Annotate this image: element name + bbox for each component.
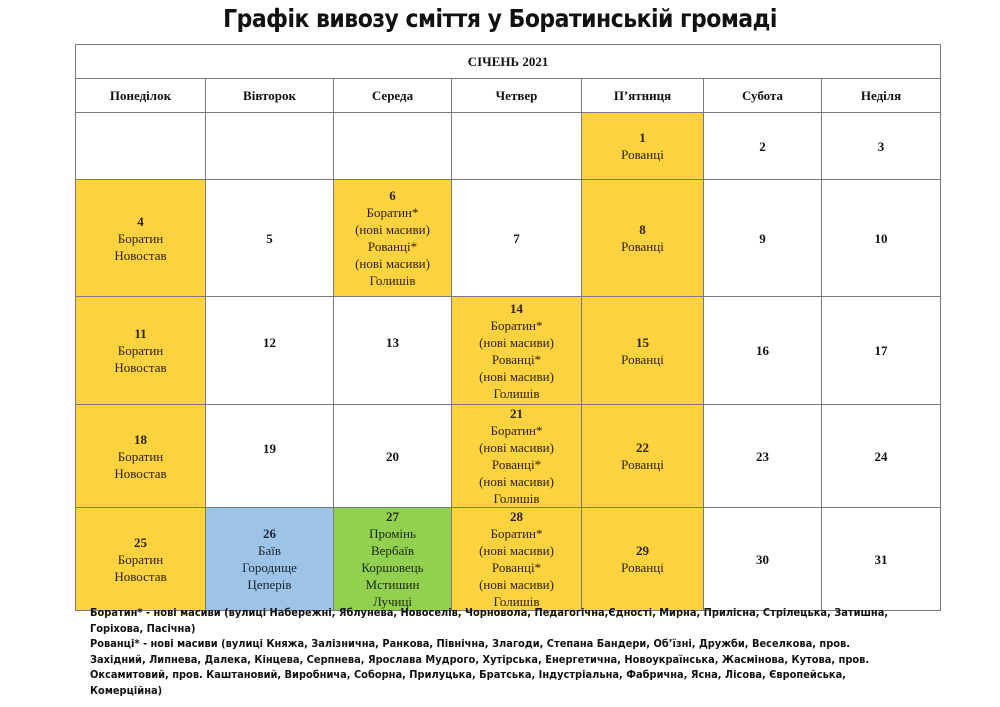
day-cell-content — [822, 551, 940, 568]
day-cell-content — [76, 534, 205, 585]
day-number: 20 — [386, 448, 399, 464]
day-cell — [582, 297, 704, 405]
month-row — [76, 45, 941, 79]
week-row — [76, 113, 941, 180]
day-number: 21 — [510, 406, 523, 421]
day-cell-content — [76, 213, 205, 264]
weekday-friday: П’ятниця — [582, 79, 704, 113]
collection-location: Новостав — [114, 247, 167, 263]
collection-location: Голишів — [369, 273, 416, 288]
day-cell — [704, 113, 822, 180]
day-cell-content — [704, 551, 821, 568]
footnotes — [90, 606, 890, 699]
day-number: 14 — [510, 300, 523, 316]
day-cell — [452, 405, 582, 508]
day-cell — [582, 113, 704, 180]
day-cell — [206, 405, 334, 508]
weekday-wednesday: Середа — [334, 79, 452, 113]
collection-location: Городище — [242, 560, 297, 575]
day-cell-content — [452, 230, 581, 247]
day-number: 22 — [636, 440, 649, 455]
collection-location: Промінь — [369, 526, 416, 541]
day-number: 17 — [874, 343, 888, 358]
day-cell — [206, 508, 334, 611]
weekday-header-row — [76, 79, 941, 113]
day-cell-content — [334, 187, 451, 289]
day-cell-content — [452, 405, 581, 507]
collection-location: (нові масиви) — [479, 440, 554, 455]
day-cell-content — [206, 334, 333, 351]
day-cell-content — [704, 138, 821, 155]
day-cell-content — [822, 230, 940, 247]
collection-location: Рованці* — [491, 560, 542, 575]
day-number: 5 — [266, 230, 273, 246]
week-row — [76, 508, 941, 611]
day-cell — [206, 180, 334, 297]
day-number: 25 — [134, 534, 147, 550]
collection-location: Новостав — [114, 465, 167, 481]
calendar-table — [75, 44, 941, 611]
collection-location: Рованці — [621, 457, 664, 472]
day-cell-content — [822, 138, 940, 155]
day-number: 10 — [874, 230, 888, 246]
collection-location: (нові масиви) — [479, 368, 554, 384]
day-cell — [452, 297, 582, 405]
empty-day-cell — [452, 113, 582, 180]
day-number: 24 — [874, 448, 888, 464]
day-cell — [452, 508, 582, 611]
day-cell-content — [704, 342, 821, 359]
day-cell — [704, 297, 822, 405]
day-cell — [334, 508, 452, 611]
empty-day-cell — [334, 113, 452, 180]
collection-location: Коршовець — [361, 560, 424, 575]
day-cell — [582, 508, 704, 611]
day-cell-content — [334, 508, 451, 610]
day-number: 16 — [756, 343, 769, 358]
day-number: 7 — [513, 230, 520, 246]
collection-location: Боратин* — [490, 317, 543, 333]
footnote-rovantsi: Рованці* - нові масиви (вулиці Княжа, Залізнична, Ранкова, Північна, Злагоди, Степана Бандери, Об’їзні, Дружби, Веселкова, пров. Західний, Липнева, Далека, Кінцева, Серпнева, Ярослава Мудрого, Хутірська, Енергетична, Новоукраїнська, Жасмінова, Кутова, пров. Оксамитовий, пров. Каштановий, Виробнича, Соборна, Прилуцька, Братська, Індустріальна, Фабрична, Ясна, Лісова, Європейська, Комерційна) — [90, 638, 870, 697]
collection-location: Мстишин — [365, 577, 420, 592]
day-cell — [704, 180, 822, 297]
empty-day-cell — [206, 113, 334, 180]
day-number: 8 — [639, 222, 646, 237]
collection-location: Голишів — [493, 491, 540, 506]
day-cell-content — [206, 525, 333, 593]
day-cell-content — [582, 439, 703, 473]
collection-location: Рованці — [621, 351, 664, 367]
day-number: 12 — [263, 335, 276, 350]
day-cell — [334, 180, 452, 297]
day-cell-content — [822, 342, 940, 359]
day-cell — [76, 297, 206, 405]
day-cell-content — [452, 508, 581, 610]
day-number: 23 — [756, 448, 769, 464]
day-number: 9 — [759, 230, 766, 246]
day-number: 4 — [137, 213, 144, 229]
day-cell-content — [452, 300, 581, 402]
day-cell-content — [76, 325, 205, 376]
empty-day-cell — [76, 113, 206, 180]
collection-location: Рованці* — [491, 351, 542, 367]
day-cell — [822, 113, 941, 180]
day-cell — [582, 405, 704, 508]
day-cell — [822, 297, 941, 405]
collection-location: Боратин — [117, 343, 164, 358]
month-label: СІЧЕНЬ 2021 — [76, 45, 941, 79]
day-number: 26 — [263, 526, 276, 541]
collection-location: Боратин* — [490, 423, 543, 438]
week-row — [76, 180, 941, 297]
collection-location: Баїв — [258, 543, 281, 558]
collection-location: (нові масиви) — [479, 577, 554, 592]
weekday-sunday: Неділя — [822, 79, 941, 113]
day-number: 15 — [636, 334, 649, 350]
day-cell — [334, 405, 452, 508]
day-cell-content — [822, 448, 940, 465]
day-cell-content — [582, 542, 703, 576]
week-row — [76, 405, 941, 508]
day-cell — [822, 508, 941, 611]
day-cell-content — [334, 334, 451, 351]
day-cell-content — [582, 129, 703, 163]
day-cell-content — [582, 334, 703, 368]
collection-location: Боратин — [117, 230, 164, 246]
weekday-thursday: Четвер — [452, 79, 582, 113]
collection-location: Голишів — [493, 594, 540, 609]
collection-location: Новостав — [114, 568, 167, 584]
day-number: 29 — [636, 543, 649, 558]
day-number: 3 — [877, 138, 885, 154]
collection-location: Рованці — [621, 560, 664, 575]
day-cell — [76, 405, 206, 508]
day-number: 2 — [759, 138, 766, 154]
collection-location: Боратин — [117, 551, 164, 567]
day-cell — [822, 180, 941, 297]
collection-location: Рованці* — [491, 457, 542, 472]
day-number: 1 — [639, 130, 646, 145]
calendar-weeks — [76, 113, 941, 611]
collection-location: (нові масиви) — [355, 222, 430, 237]
collection-location: Цеперів — [247, 577, 292, 592]
day-number: 28 — [510, 509, 523, 524]
collection-location: (нові масиви) — [479, 543, 554, 558]
week-row — [76, 297, 941, 405]
day-cell-content — [334, 448, 451, 465]
collection-location: Голишів — [493, 385, 540, 401]
collection-location: Боратин* — [366, 205, 419, 220]
day-cell — [704, 405, 822, 508]
collection-location: (нові масиви) — [479, 334, 554, 350]
day-number: 27 — [386, 509, 399, 524]
collection-location: (нові масиви) — [479, 474, 554, 489]
weekday-saturday: Субота — [704, 79, 822, 113]
day-number: 19 — [263, 440, 276, 456]
day-number: 11 — [134, 326, 147, 341]
day-cell — [76, 508, 206, 611]
day-cell — [334, 297, 452, 405]
day-cell — [704, 508, 822, 611]
weekday-monday: Понеділок — [76, 79, 206, 113]
day-cell-content — [704, 230, 821, 247]
day-number: 13 — [386, 335, 399, 350]
collection-location: Боратин* — [490, 526, 543, 541]
collection-location: Рованці — [621, 147, 664, 162]
day-cell — [76, 180, 206, 297]
day-number: 30 — [756, 551, 769, 567]
day-cell-content — [76, 431, 205, 482]
collection-location: Новостав — [114, 360, 167, 375]
page-title: Графік вивозу сміття у Боратинській громаді — [223, 4, 777, 33]
footnote-boratyn: Боратин* - нові масиви (вулиці Набережні, Яблунева, Новоселів, Чорновола, Педагогічна,Єдності, Мирна, Прилісна, Стрілецька, Затишна, Горіхова, Пасічна) — [90, 607, 889, 635]
collection-location: (нові масиви) — [355, 256, 430, 271]
day-cell — [822, 405, 941, 508]
day-cell-content — [206, 440, 333, 457]
weekday-tuesday: Вівторок — [206, 79, 334, 113]
day-cell-content — [206, 230, 333, 247]
day-number: 18 — [134, 431, 147, 447]
day-cell — [206, 297, 334, 405]
collection-location: Лучиці — [372, 594, 413, 609]
day-cell-content — [582, 221, 703, 255]
collection-location: Боратин — [117, 448, 164, 464]
day-cell — [582, 180, 704, 297]
collection-location: Рованці — [621, 239, 664, 254]
day-cell-content — [704, 448, 821, 465]
day-number: 31 — [874, 551, 888, 567]
day-number: 6 — [389, 188, 396, 203]
day-cell — [452, 180, 582, 297]
collection-location: Рованці* — [367, 239, 418, 254]
collection-location: Вербаїв — [370, 543, 415, 558]
